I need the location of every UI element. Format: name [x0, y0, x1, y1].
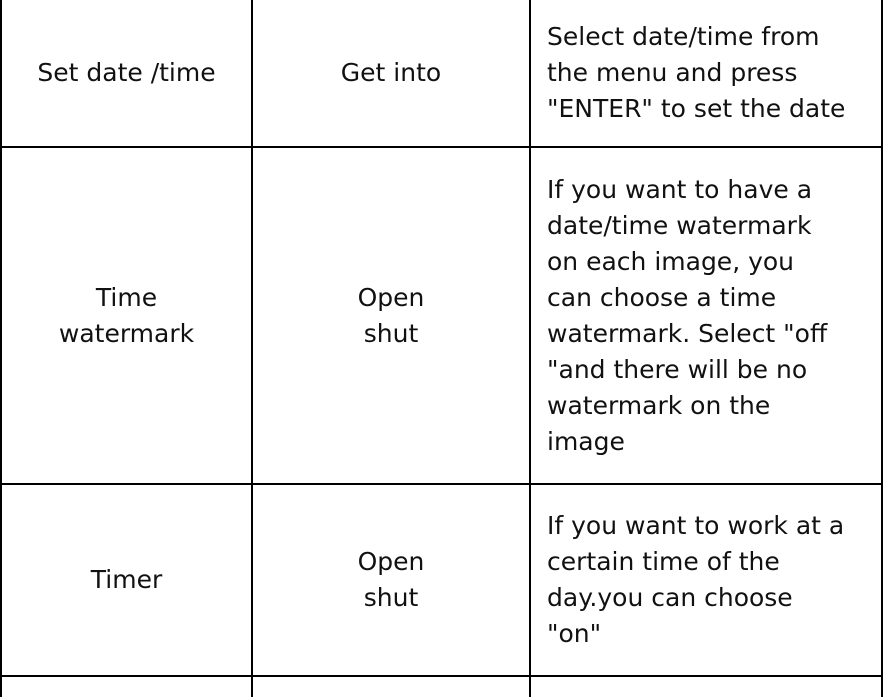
setting-name-cell — [1, 484, 252, 676]
empty-cell — [530, 676, 882, 697]
setting-description-cell — [530, 0, 882, 147]
setting-value: Get into — [340, 58, 442, 87]
setting-name: Timer — [90, 565, 163, 594]
setting-value: Open shut — [357, 282, 425, 348]
empty-cell — [1, 676, 252, 697]
table-row — [1, 484, 882, 676]
setting-value-cell — [252, 0, 530, 147]
setting-name: Time watermark — [58, 282, 195, 348]
empty-cell — [252, 676, 530, 697]
table-row-partial — [1, 676, 882, 697]
setting-value-cell — [252, 147, 530, 484]
setting-description: If you want to have a date/time watermark on each image, you can choose a time watermark. Select "off "and there will be no watermark on the image — [547, 174, 828, 456]
setting-description: If you want to work at a certain time of the day.you can choose "on" — [547, 511, 845, 648]
table-row — [1, 0, 882, 147]
setting-name: Set date /time — [37, 58, 216, 87]
setting-value: Open shut — [357, 547, 425, 612]
setting-value-cell — [252, 484, 530, 676]
setting-name-cell — [1, 147, 252, 484]
setting-description: Select date/time from the menu and press "ENTER" to set the date — [547, 22, 846, 123]
setting-description-cell — [530, 147, 882, 484]
setting-description-cell — [530, 484, 882, 676]
table-row — [1, 147, 882, 484]
setting-name-cell — [1, 0, 252, 147]
